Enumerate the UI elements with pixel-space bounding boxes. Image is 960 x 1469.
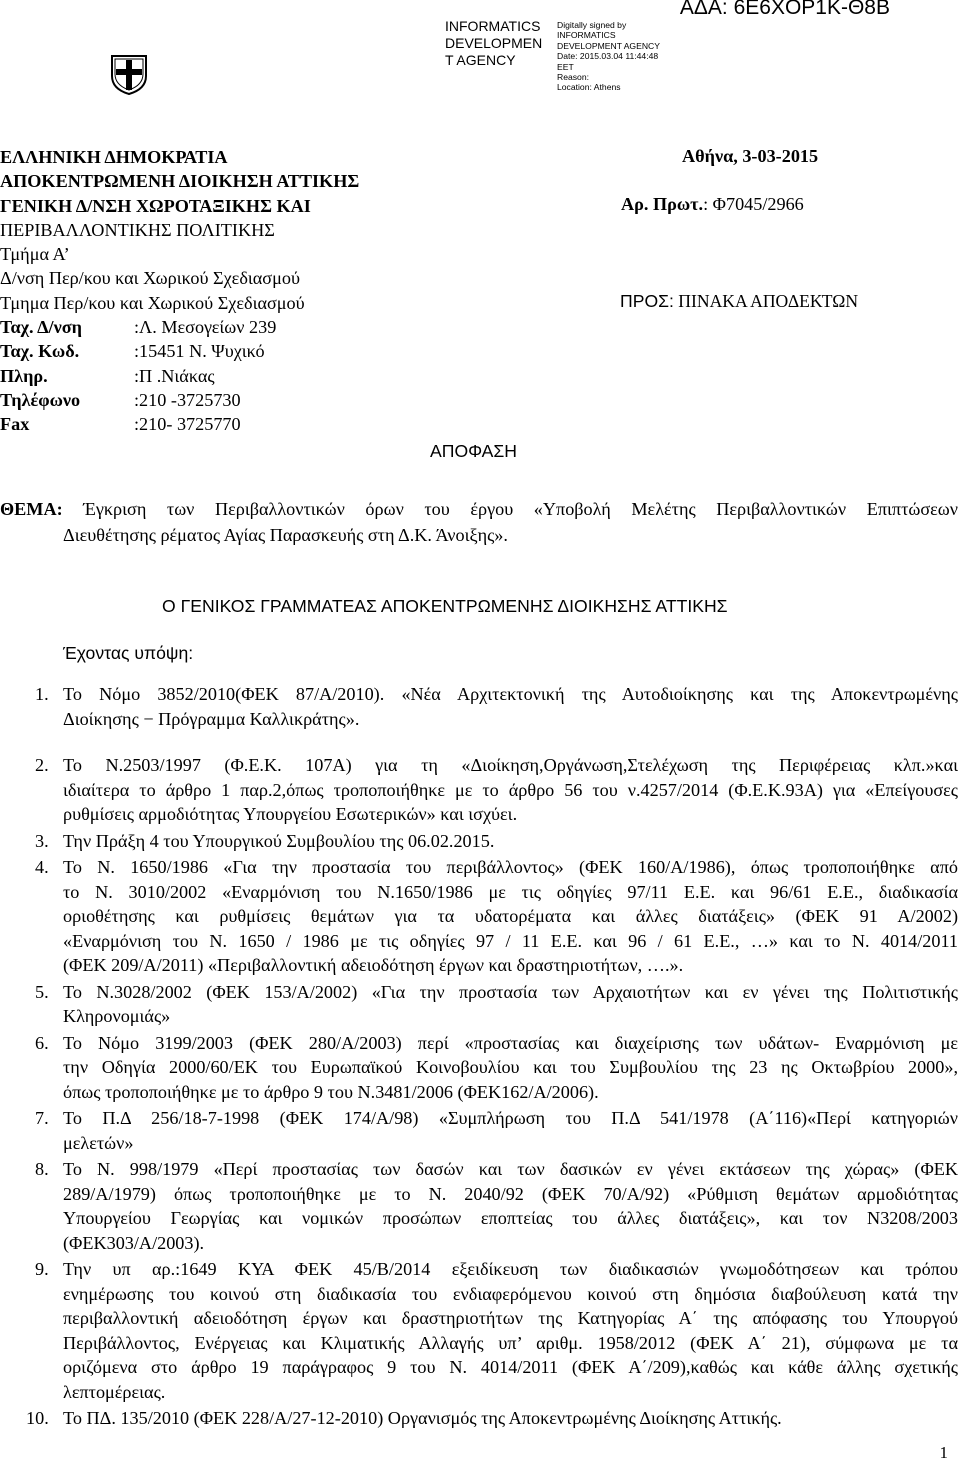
considering-heading: Έχοντας υπόψη: xyxy=(63,643,194,663)
list-item: 6. Το Νόμο 3199/2003 (ΦΕΚ 280/Α/2003) περί «προστασίας και διαχείρισης των υδάτων- Εναρμόνιση με την Οδηγία 2000/60/ΕΚ του Ευρωπαϊκού Κοινοβουλίου και του Συμβουλίου της 23 ης Οκτωβρίου 2000», όπως τροποποιήθηκε με το άρθρο 9 του Ν.3481/2006 (ΦΕΚ162/Α/2006). xyxy=(35,1032,958,1102)
protocol-number: Αρ. Πρωτ.: Φ7045/2966 xyxy=(621,194,804,214)
list-item: 10. Το ΠΔ. 135/2010 (ΦΕΚ 228/Α/27-12-2010) Οργανισμός της Αποκεντρωμένης Διοίκησης Αττικής. xyxy=(26,1408,782,1428)
secretary-general-heading: Ο ΓΕΝΙΚΟΣ ΓΡΑΜΜΑΤΕΑΣ ΑΠΟΚΕΝΤΡΩΜΕΝΗΣ ΔΙΟΙΚΗΣΗΣ ΑΤΤΙΚΗΣ xyxy=(162,596,728,616)
list-item: 8. Το Ν. 998/1979 «Περί προστασίας των δασών και των δασικών εν γένει εκτάσεων της χώρας» (ΦΕΚ 289/Α/1979) όπως τροποποιήθηκε με το Ν. 2040/92 (ΦΕΚ 70/Α/92) «Ρύθμιση θεμάτων αρμοδιότητας Υπουργείου Γεωργίας και νομικών προσώπων εποπτείας του άλλες διατάξεις», και τον Ν3208/2003 (ΦΕΚ303/Α/2003). xyxy=(35,1159,958,1253)
list-item: 3. Την Πράξη 4 του Υπουργικού Συμβουλίου της 06.02.2015. xyxy=(35,830,495,851)
list-item: 1. Το Νόμο 3852/2010(ΦΕΚ 87/Α/2010). «Νέα Αρχιτεκτονική της Αυτοδιοίκησης και της Αποκεντρωμένης Διοίκησης − Πρόγραμμα Καλλικράτης». xyxy=(35,684,958,729)
signature-details: Digitally signed by INFORMATICS DEVELOPMENT AGENCY Date: 2015.03.04 11:44:48 EET Reason: Location: Athens xyxy=(557,20,660,93)
issuing-authority: ΕΛΛΗΝΙΚΗ ΔΗΜΟΚΡΑΤΙΑ ΑΠΟΚΕΝΤΡΩΜΕΝΗ ΔΙΟΙΚΗΣΗ ΑΤΤΙΚΗΣ ΓΕΝΙΚΗ Δ/ΝΣΗ ΧΩΡΟΤΑΞΙΚΗΣ ΚΑΙ ΠΕΡΙΒΑΛΛΟΝΤΙΚΗΣ ΠΟΛΙΤΙΚΗΣ Τμήμα Α’ Δ/νση Περ/κου και Χωρικού Σχεδιασμού Τμημα Περ/κου και Χωρικού Σχεδιασμού Ταχ. Δ/νση :Λ. Μεσογείων 239 Ταχ. Κωδ. :15451 Ν. Ψυχικό Πληρ. :Π .Νιάκας Τηλέφωνο :210 -3725730 Fax :210- 3725770 xyxy=(0,145,520,437)
list-item: 5. Το Ν.3028/2002 (ΦΕΚ 153/Α/2002) «Για την προστασία των Αρχαιοτήτων και εν γένει της Πολιτιστικής Κληρονομιάς» xyxy=(35,981,958,1026)
page-number: 1 xyxy=(939,1443,948,1462)
signer-name: INFORMATICS DEVELOPMEN T AGENCY xyxy=(445,18,543,68)
subject: ΘΕΜΑ: Έγκριση των Περιβαλλοντικών όρων του έργου «Υποβολή Μελέτης Περιβαλλοντικών Επιπτώσεων Διευθέτησης ρέματος Αγίας Παρασκευής στη Δ.Κ. Άνοιξης». xyxy=(0,499,958,545)
legal-basis-list xyxy=(0,682,958,1433)
list-item: 7. Το Π.Δ 256/18-7-1998 (ΦΕΚ 174/Α/98) «Συμπλήρωση του Π.Δ 541/1978 (Α΄116)«Περί κατηγοριών μελετών» xyxy=(35,1108,958,1153)
contact-row: Πληρ. :Π .Νιάκας xyxy=(0,365,215,386)
greek-emblem-icon xyxy=(110,54,148,95)
contact-row: Τηλέφωνο :210 -3725730 xyxy=(0,389,241,410)
document-date: Αθήνα, 3-03-2015 xyxy=(682,146,819,166)
recipient: ΠΡΟΣ: ΠΙΝΑΚΑ ΑΠΟΔΕΚΤΩΝ xyxy=(620,291,859,311)
decision-title: ΑΠΟΦΑΣΗ xyxy=(430,441,517,461)
contact-row: Ταχ. Κωδ. :15451 Ν. Ψυχικό xyxy=(0,341,265,362)
list-item: 4. Το Ν. 1650/1986 «Για την προστασία του περιβάλλοντος» (ΦΕΚ 160/Α/1986), όπως τροποποιήθηκε από το Ν. 3010/2002 «Εναρμόνιση του Ν.1650/1986 με τις οδηγίες 97/11 Ε.Ε. και 96/61 Ε.Ε., διαδικασία οριοθέτησης και ρυθμίσεις θεμάτων για τα υδατορέματα και άλλες διατάξεις» (ΦΕΚ 91 Α/2002) «Εναρμόνιση του Ν. 1650 / 1986 με τις οδηγίες 97 / 11 Ε.Ε. και 96 / 61 Ε.Ε., …» και το Ν. 4014/2011 (ΦΕΚ 209/Α/2011) «Περιβαλλοντική αδειοδότηση έργων και δραστηριοτήτων, ….». xyxy=(35,857,958,975)
contact-row: Fax :210- 3725770 xyxy=(0,414,241,435)
list-item: 2. Το Ν.2503/1997 (Φ.Ε.Κ. 107Α) για τη «Διοίκηση,Οργάνωση,Στελέχωση της Περιφέρειας κλπ.»και ιδιαίτερα το άρθρο 1 παρ.2,όπως τροποποιήθηκε με το άρθρο 56 του ν.4257/2014 (Φ.Ε.Κ.93Α) για «Επείγουσες ρυθμίσεις αρμοδιότητας Υπουργείου Εσωτερικών» και ισχύει. xyxy=(35,755,958,824)
list-item: 9. Την υπ αρ.:1649 ΚΥΑ ΦΕΚ 45/Β/2014 εξειδίκευση των διαδικασιών γνωμοδότησεων και τρόπου ενημέρωσης του κοινού στη διαδικασία του ενδιαφερόμενου κοινού στη δημόσια διαβούλευση κατά την περιβαλλοντική αδειοδότηση έργων και δραστηριοτήτων της Κατηγορίας Α΄ της απόφασης του Υπουργού Περιβάλλοντος, Ενέργειας και Κλιματικής Αλλαγής υπ’ αριθμ. 1958/2012 (ΦΕΚ Α΄ 21), σύμφωνα με τα οριζόμενα στο άρθρο 19 παράγραφος 9 του Ν. 4014/2011 (ΦΕΚ Α΄/209),καθώς και κάθε άλλης σχετικής λεπτομέρειας. xyxy=(35,1259,958,1402)
contact-row: Ταχ. Δ/νση :Λ. Μεσογείων 239 xyxy=(0,317,277,338)
ada-code: ΑΔΑ: 6Ε6ΧΟΡ1Κ-Θ8Β xyxy=(679,0,890,19)
